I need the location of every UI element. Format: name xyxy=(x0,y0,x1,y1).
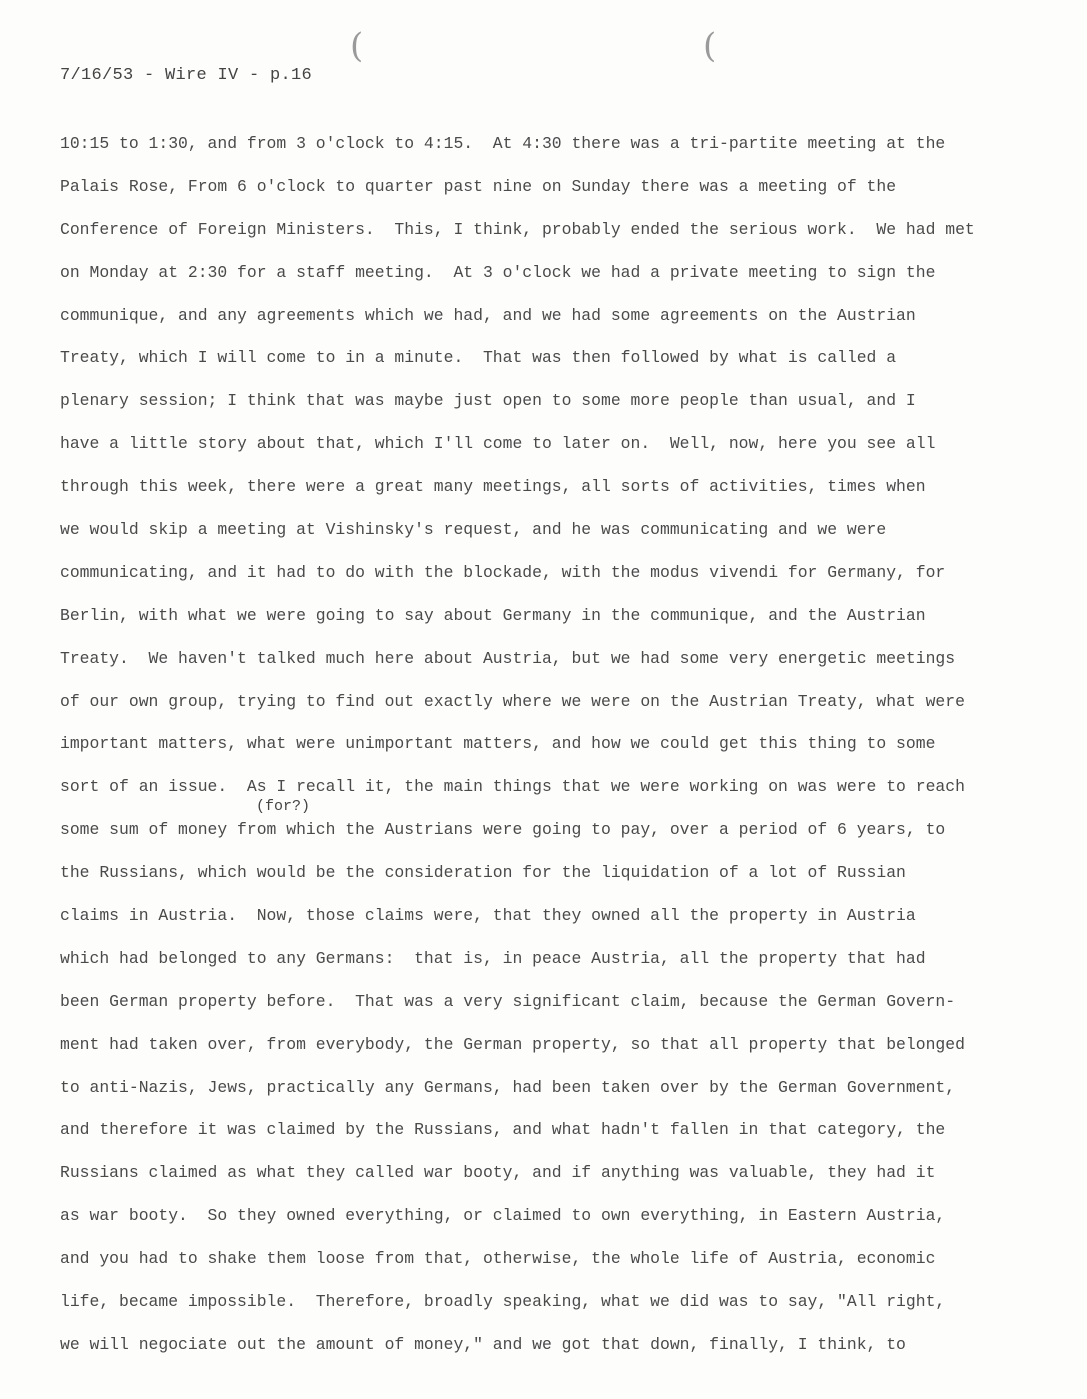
text-line: to anti-Nazis, Jews, practically any Germans, had been taken over by the German Government, xyxy=(60,1077,956,1097)
text-line: the Russians, which would be the consideration for the liquidation of a lot of Russian xyxy=(60,863,906,883)
text-line: life, became impossible. Therefore, broadly speaking, what we did was to say, "All right, xyxy=(60,1292,946,1312)
text-line: plenary session; I think that was maybe just open to some more people than usual, and I xyxy=(60,391,916,411)
text-line: have a little story about that, which I'll come to later on. Well, now, here you see all xyxy=(60,434,936,454)
text-line: some sum of money from which the Austrians were going to pay, over a period of 6 years, to xyxy=(60,820,946,840)
text-line: Russians claimed as what they called war booty, and if anything was valuable, they had it xyxy=(60,1163,936,1183)
left-parenthesis-mark: ( xyxy=(350,26,364,66)
transcript-body xyxy=(60,132,1060,1376)
text-line: through this week, there were a great many meetings, all sorts of activities, times when xyxy=(60,477,926,497)
text-line: and therefore it was claimed by the Russians, and what hadn't fallen in that category, the xyxy=(60,1120,946,1140)
text-line: communique, and any agreements which we had, and we had some agreements on the Austrian xyxy=(60,305,916,325)
text-line: as war booty. So they owned everything, or claimed to own everything, in Eastern Austria, xyxy=(60,1206,946,1226)
text-line: Conference of Foreign Ministers. This, I think, probably ended the serious work. We had met xyxy=(60,219,975,239)
page-header: 7/16/53 - Wire IV - p.16 xyxy=(60,66,313,85)
text-line: 10:15 to 1:30, and from 3 o'clock to 4:15. At 4:30 there was a tri-partite meeting at the xyxy=(60,134,946,153)
text-line: important matters, what were unimportant matters, and how we could get this thing to some xyxy=(60,734,936,754)
text-line: Palais Rose, From 6 o'clock to quarter past nine on Sunday there was a meeting of the xyxy=(60,176,897,196)
text-line: Treaty. We haven't talked much here about Austria, but we had some very energetic meetings xyxy=(60,648,956,668)
text-line: claims in Austria. Now, those claims were, that they owned all the property in Austria xyxy=(60,906,916,926)
text-line: communicating, and it had to do with the blockade, with the modus vivendi for Germany, for xyxy=(60,562,946,582)
text-line: and you had to shake them loose from that, otherwise, the whole life of Austria, economic xyxy=(60,1249,936,1269)
right-parenthesis-mark: ( xyxy=(703,26,717,66)
text-line: of our own group, trying to find out exactly where we were on the Austrian Treaty, what were xyxy=(60,691,965,711)
text-line: Berlin, with what we were going to say about Germany in the communique, and the Austrian xyxy=(60,605,926,625)
text-line: on Monday at 2:30 for a staff meeting. At 3 o'clock we had a private meeting to sign the xyxy=(60,262,936,282)
text-line: we would skip a meeting at Vishinsky's request, and he was communicating and we were xyxy=(60,520,887,540)
text-line: Treaty, which I will come to in a minute. That was then followed by what is called a xyxy=(60,348,897,368)
text-line: sort of an issue. As I recall it, the main things that we were working on was were to reach xyxy=(60,777,965,797)
text-line: we will negociate out the amount of money," and we got that down, finally, I think, to xyxy=(60,1334,906,1354)
handwritten-annotation: (for?) xyxy=(256,798,311,815)
text-line: which had belonged to any Germans: that is, in peace Austria, all the property that had xyxy=(60,948,926,968)
text-line: been German property before. That was a very significant claim, because the German Govern- xyxy=(60,991,956,1011)
text-line: ment had taken over, from everybody, the German property, so that all property that belonged xyxy=(60,1034,965,1054)
